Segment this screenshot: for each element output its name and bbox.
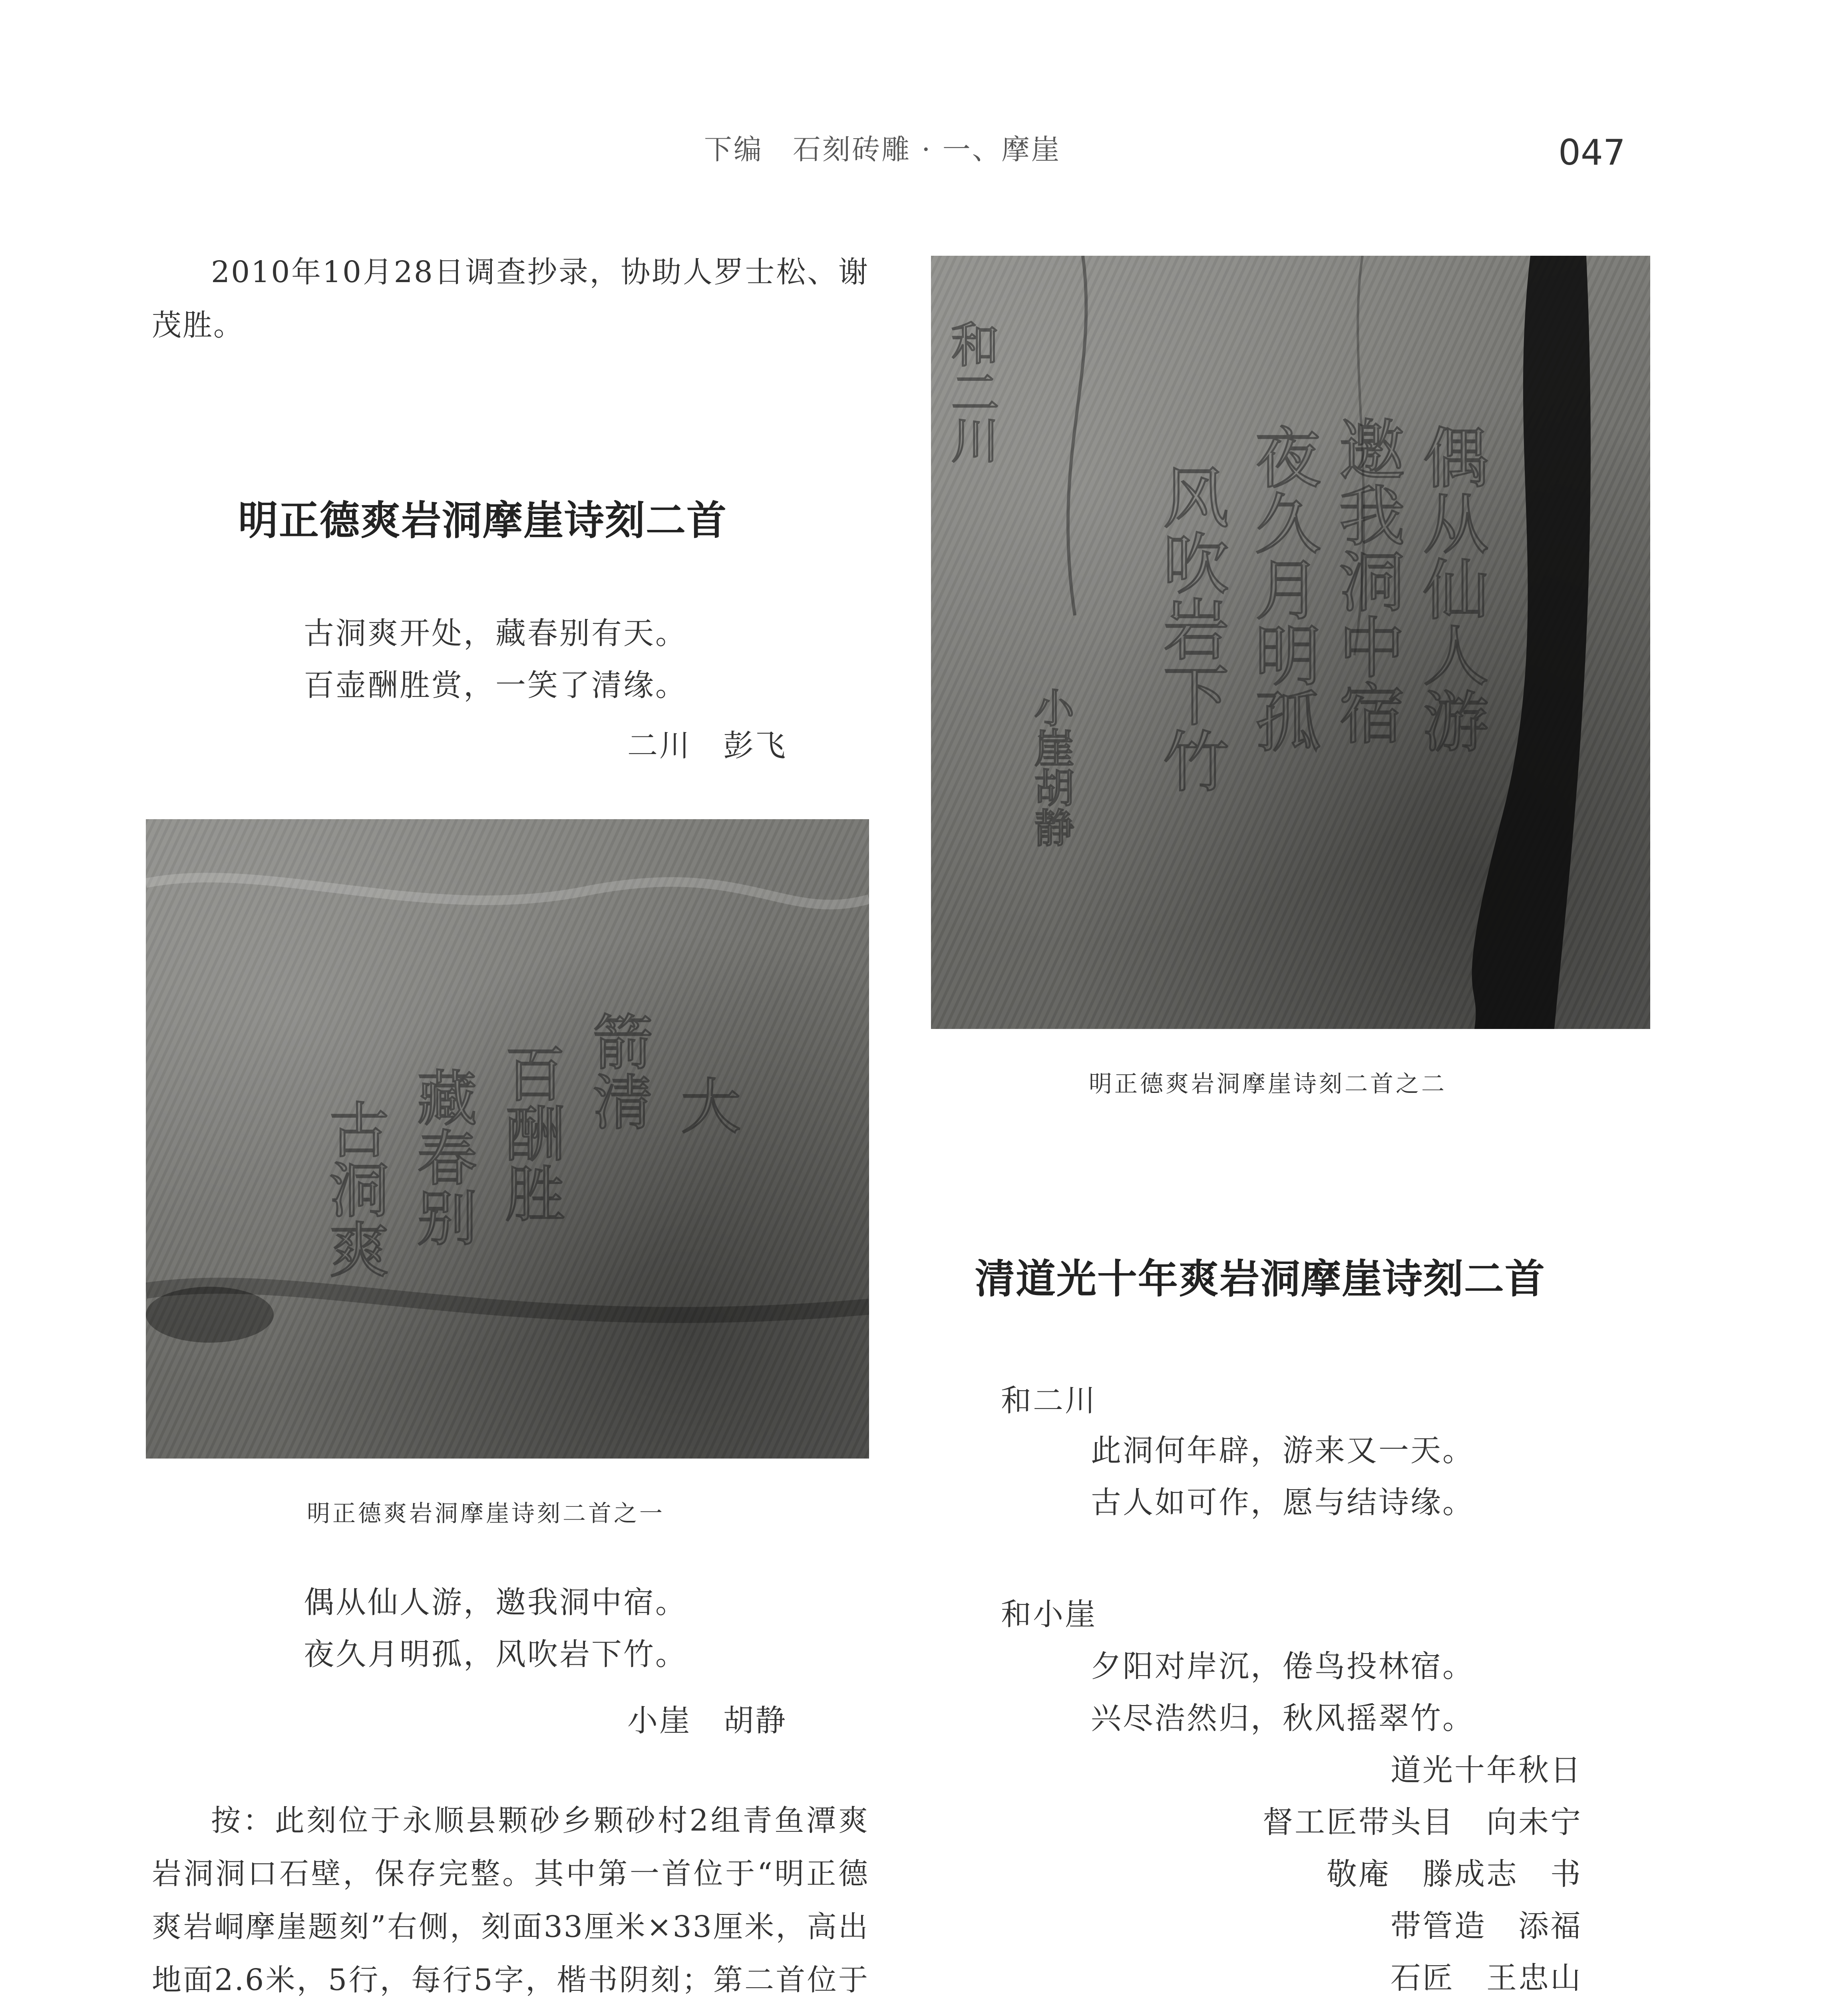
- photo-2-carved-column-3: 夜久月明孤: [1244, 424, 1321, 753]
- colophon-line-4: 带管造 添福: [1390, 1908, 1582, 1944]
- photo-1-carved-column-3: 百酬胜: [495, 1043, 564, 1223]
- photo-1-carved-column-2: 箭清: [583, 1011, 652, 1131]
- rock-inscription-photo-2: [931, 256, 1650, 1029]
- photo-2-carved-column-1: 偶从仙人游: [1412, 424, 1489, 753]
- photo-2-carved-column-4: 风吹岩下竹: [1152, 464, 1229, 793]
- photo-1-carved-column-5: 古洞爽: [319, 1099, 388, 1279]
- colophon-line-5: 石匠 王忠山: [1390, 1960, 1582, 1996]
- colophon-line-1: 道光十年秋日: [1390, 1752, 1582, 1788]
- poem-3: [1091, 1425, 1474, 1528]
- poem-1-line-1: 古洞爽开处，藏春别有天。: [304, 615, 687, 651]
- photo-2-caption: 明正德爽岩洞摩崖诗刻二首之二: [1089, 1070, 1447, 1097]
- photo-1-carved-column-1: 大: [670, 1075, 740, 1135]
- intro-note: [152, 246, 869, 352]
- poem-4-line-2: 兴尽浩然归，秋风摇翠竹。: [1091, 1700, 1474, 1736]
- poem-3-heading: 和二川: [1001, 1383, 1097, 1418]
- poem-1-line-2: 百壶酬胜赏，一笑了清缘。: [304, 667, 687, 703]
- rock-inscription-photo-1: [146, 819, 869, 1459]
- poem-2: [304, 1576, 687, 1680]
- poem-3-line-1: 此洞何年辟，游来又一天。: [1091, 1433, 1474, 1468]
- photo-2-carvings: [931, 256, 1650, 1029]
- poem-4: [1091, 1640, 1474, 1744]
- section-title-qing: 清道光十年爽岩洞摩崖诗刻二首: [975, 1256, 1546, 1302]
- left-notes: [152, 1794, 869, 1998]
- poem-1: [304, 607, 687, 711]
- photo-2-carved-column-2: 邀我洞中宿: [1328, 416, 1405, 745]
- poem-2-line-1: 偶从仙人游，邀我洞中宿。: [304, 1584, 687, 1620]
- poem-4-heading: 和小崖: [1001, 1596, 1097, 1632]
- poem-1-signature: 二川 彭飞: [627, 728, 787, 763]
- intro-note-text: 2010年10月28日调查抄录，协助人罗士松、谢茂胜。: [152, 255, 869, 342]
- section-title-ming: 明正德爽岩洞摩崖诗刻二首: [238, 497, 727, 544]
- colophon: [1263, 1744, 1582, 1998]
- poem-2-line-2: 夜久月明孤，风吹岩下竹。: [304, 1636, 687, 1672]
- photo-1-carved-column-4: 藏春别: [407, 1067, 476, 1247]
- left-note-1: 按：此刻位于永顺县颗砂乡颗砂村2组青鱼潭爽岩洞洞口石壁，保存完整。其中第一首位于“明正德爽岩峒摩崖题刻”右侧，刻面33厘米×33厘米，高出地面2.6米，5行，每行5字，楷书阴刻；第二首位于: [152, 1803, 869, 1997]
- poem-2-signature: 小崖 胡静: [627, 1703, 787, 1738]
- colophon-line-2: 督工匠带头目 向未宁: [1263, 1804, 1582, 1840]
- running-header: 下编 石刻砖雕 · 一、摩崖: [704, 133, 1061, 166]
- colophon-line-3: 敬庵 滕成志 书: [1327, 1856, 1582, 1892]
- page-number: 047: [1558, 132, 1625, 173]
- poem-3-line-2: 古人如可作，愿与结诗缘。: [1091, 1485, 1474, 1520]
- photo-2-carved-column-5: 小崖胡静: [1027, 687, 1074, 847]
- photo-2-carved-column-6: 和二川: [943, 320, 999, 464]
- photo-1-carvings: [146, 819, 869, 1459]
- poem-4-line-1: 夕阳对岸沉，倦鸟投林宿。: [1091, 1648, 1474, 1684]
- photo-1-caption: 明正德爽岩洞摩崖诗刻二首之一: [307, 1500, 665, 1527]
